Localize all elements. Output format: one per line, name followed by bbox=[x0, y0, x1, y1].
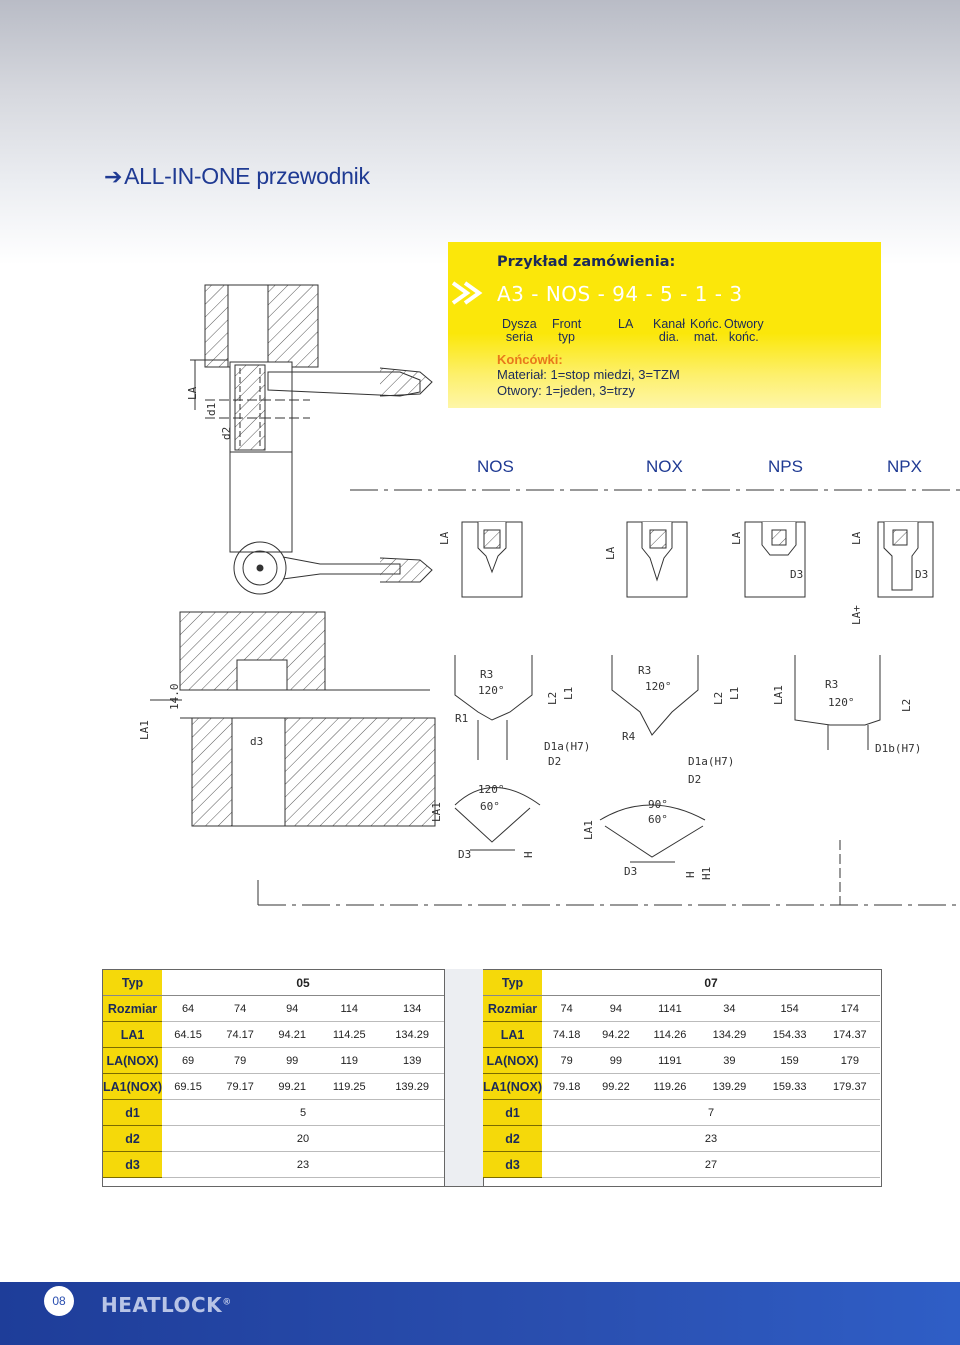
nozzle-bore bbox=[228, 285, 268, 367]
svg-text:120°: 120° bbox=[478, 684, 505, 697]
label-d2: d2 bbox=[220, 426, 233, 440]
table-row: Rozmiar 64 74 94 114 134 bbox=[103, 996, 444, 1022]
page-number: 08 bbox=[44, 1286, 74, 1316]
svg-text:60°: 60° bbox=[480, 800, 500, 813]
svg-text:R3: R3 bbox=[480, 668, 494, 681]
label-la: LA bbox=[186, 386, 199, 400]
table-type-value: 07 bbox=[542, 970, 880, 996]
code-label: Front typ bbox=[552, 317, 582, 344]
svg-text:R1: R1 bbox=[455, 712, 469, 725]
svg-text:H1: H1 bbox=[700, 866, 713, 880]
arrow-right-icon: ➔ bbox=[104, 164, 123, 189]
svg-text:60°: 60° bbox=[648, 813, 668, 826]
table-row: LA1(NOX) 79.18 99.22 119.26 139.29 159.33 179.37 bbox=[483, 1074, 880, 1100]
table-row: Rozmiar 74 94 1141 34 154 174 bbox=[483, 996, 880, 1022]
svg-text:LA1: LA1 bbox=[582, 820, 595, 840]
table-label: Typ bbox=[103, 970, 162, 996]
svg-text:D3: D3 bbox=[915, 568, 929, 581]
order-title: Przykład zamówienia: bbox=[497, 254, 676, 270]
table-row: LA1 74.18 94.22 114.26 134.29 154.33 174.37 bbox=[483, 1022, 880, 1048]
table-row: LA(NOX) 69 79 99 119 139 bbox=[103, 1048, 444, 1074]
holes-line: Otwory: 1=jeden, 3=trzy bbox=[497, 383, 636, 398]
brand-logo: HEATLOCK® bbox=[101, 1293, 232, 1317]
code-label: Dysza seria bbox=[502, 317, 537, 344]
svg-text:L2: L2 bbox=[712, 691, 725, 705]
label-d3: d3 bbox=[250, 735, 264, 748]
ends-title: Końcówki: bbox=[497, 352, 563, 367]
svg-text:LA: LA bbox=[850, 531, 863, 545]
svg-text:D3: D3 bbox=[458, 848, 472, 861]
table-type-value: 05 bbox=[162, 970, 444, 996]
label-d1: d1 bbox=[205, 402, 218, 416]
material-line: Materiał: 1=stop miedzi, 3=TZM bbox=[497, 367, 680, 382]
code-label: Końc. mat. bbox=[690, 317, 722, 344]
type-label-npx: NPX bbox=[887, 457, 922, 476]
svg-text:LA1: LA1 bbox=[772, 685, 785, 705]
svg-text:D2: D2 bbox=[688, 773, 702, 786]
type-label-nos: NOS bbox=[477, 457, 514, 476]
svg-text:R3: R3 bbox=[825, 678, 839, 691]
svg-text:D2: D2 bbox=[548, 755, 562, 768]
svg-text:L2: L2 bbox=[900, 698, 913, 712]
table-row: d3 23 bbox=[103, 1152, 444, 1178]
svg-text:D1b(H7): D1b(H7) bbox=[875, 742, 922, 755]
page-title: ➔ALL-IN-ONE przewodnik bbox=[104, 163, 370, 189]
table-row: LA1 64.15 74.17 94.21 114.25 134.29 bbox=[103, 1022, 444, 1048]
table-row: LA(NOX) 79 99 1191 39 159 179 bbox=[483, 1048, 880, 1074]
code-label: Otwory końc. bbox=[724, 317, 764, 344]
svg-text:LA: LA bbox=[604, 546, 617, 560]
svg-text:D1a(H7): D1a(H7) bbox=[544, 740, 591, 753]
svg-text:R4: R4 bbox=[622, 730, 636, 743]
svg-text:120°: 120° bbox=[478, 783, 505, 796]
label-la1: LA1 bbox=[138, 720, 151, 740]
svg-text:L1: L1 bbox=[728, 686, 741, 700]
spec-table-07 bbox=[483, 970, 880, 1178]
code-label: Kanał dia. bbox=[653, 317, 685, 344]
svg-text:H: H bbox=[684, 871, 697, 878]
svg-text:LA1: LA1 bbox=[430, 802, 443, 822]
table-label: Typ bbox=[483, 970, 542, 996]
table-row: d2 23 bbox=[483, 1126, 880, 1152]
svg-text:90°: 90° bbox=[648, 798, 668, 811]
double-arrow-icon bbox=[451, 278, 491, 308]
table-row: d3 27 bbox=[483, 1152, 880, 1178]
svg-text:D1a(H7): D1a(H7) bbox=[688, 755, 735, 768]
svg-text:L1: L1 bbox=[562, 686, 575, 700]
table-row: d2 20 bbox=[103, 1126, 444, 1152]
order-code: A3 - NOS - 94 - 5 - 1 - 3 bbox=[497, 282, 743, 306]
label-14: 14.0 bbox=[168, 683, 181, 710]
svg-text:D3: D3 bbox=[790, 568, 804, 581]
svg-text:LA: LA bbox=[438, 531, 451, 545]
spec-table-05 bbox=[103, 970, 444, 1178]
svg-text:120°: 120° bbox=[645, 680, 672, 693]
table-row: d1 7 bbox=[483, 1100, 880, 1126]
table-row: LA1(NOX) 69.15 79.17 99.21 119.25 139.29 bbox=[103, 1074, 444, 1100]
order-example-box bbox=[448, 242, 881, 408]
svg-text:D3: D3 bbox=[624, 865, 638, 878]
svg-text:120°: 120° bbox=[828, 696, 855, 709]
svg-text:L2: L2 bbox=[546, 691, 559, 705]
type-label-nps: NPS bbox=[768, 457, 803, 476]
svg-text:H: H bbox=[522, 851, 535, 858]
svg-text:LA+: LA+ bbox=[850, 605, 863, 625]
svg-text:R3: R3 bbox=[638, 664, 652, 677]
svg-text:LA: LA bbox=[730, 531, 743, 545]
table-row: d1 5 bbox=[103, 1100, 444, 1126]
code-label: LA bbox=[618, 317, 634, 331]
table-separator bbox=[444, 969, 484, 1186]
type-label-nox: NOX bbox=[646, 457, 683, 476]
